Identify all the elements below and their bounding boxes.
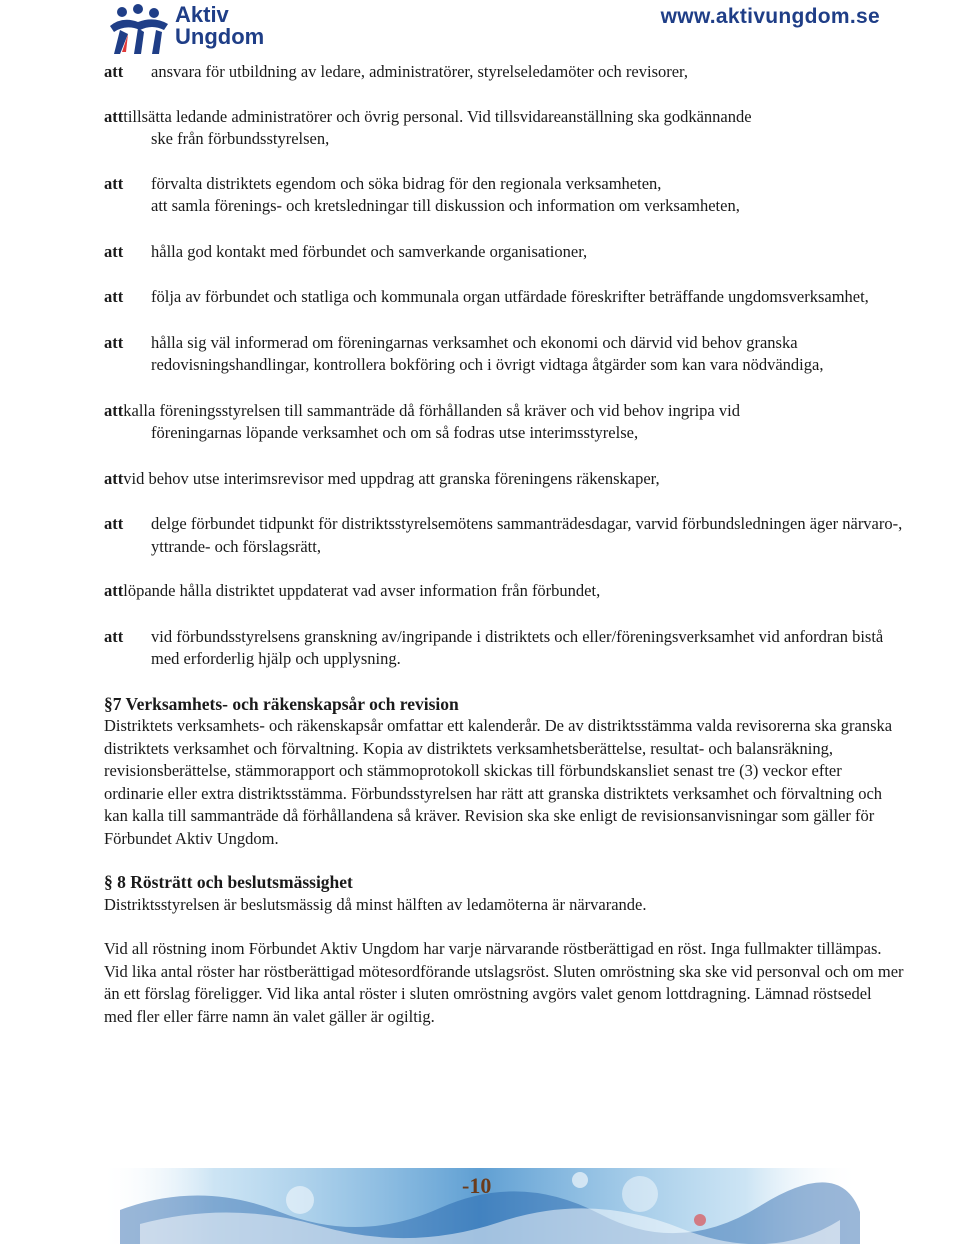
page-header <box>0 0 960 60</box>
item-text: följa av förbundet och statliga och kommunala organ utfärdade föreskrifter beträffande ungdomsverksamhet, <box>151 287 869 306</box>
item-text: vid förbundsstyrelsens granskning av/ingripande i distriktets och eller/föreningsverksamhet vid anfordran bistå med erforderlig hjälp och upplysning. <box>151 626 884 668</box>
list-item <box>104 286 904 309</box>
item-label: att <box>104 106 124 126</box>
logo-figures-icon <box>108 4 170 56</box>
page-number: -10 <box>462 1173 492 1198</box>
section-8 <box>104 871 904 1028</box>
item-label: att <box>104 62 124 81</box>
item-text-continued: ske från förbundsstyrelsen, <box>151 129 330 148</box>
item-text: tillsätta ledande administratörer och övrig personal. Vid tillsvidareanställning ska godkännande <box>123 106 752 126</box>
item-text: ansvara för utbildning av ledare, administratörer, styrelseledamöter och revisorer, <box>151 62 689 81</box>
item-label: att <box>104 173 124 193</box>
site-url[interactable]: www.aktivungdom.se <box>660 5 880 28</box>
section-paragraph: Distriktsstyrelsen är beslutsmässig då minst hälften av ledamöterna är närvarande. <box>104 894 647 914</box>
item-text: förvalta distriktets egendom och söka bidrag för den regionala verksamheten, <box>151 173 662 193</box>
section-7 <box>104 693 904 851</box>
item-text: delge förbundet tidpunkt för distriktsstyrelsemötens sammanträdesdagar, varvid förbundsledningen äger närvaro-, yttrande- och förslagsrätt, <box>151 514 903 556</box>
item-text-continued: föreningarnas löpande verksamhet och om så fodras utse interimsstyrelse, <box>151 423 639 442</box>
item-text: hålla sig väl informerad om föreningarnas verksamhet och ekonomi och därvid vid behov granska redovisningshandlingar, kontrollera bokföring och i övrigt vidtaga åtgärder som kan vara nödvändiga, <box>151 332 824 374</box>
list-item <box>104 173 904 218</box>
list-item <box>104 468 904 491</box>
list-item <box>104 400 904 445</box>
list-item <box>104 513 904 558</box>
item-label: att <box>104 400 124 420</box>
logo-wordmark <box>175 4 264 48</box>
item-label: att <box>104 468 124 488</box>
aktiv-ungdom-logo <box>108 4 268 56</box>
section-heading: § 8 Rösträtt och beslutsmässighet <box>104 872 353 892</box>
section-paragraph: Vid all röstning inom Förbundet Aktiv Ungdom har varje närvarande röstberättigad en röst. Inga fullmakter tillämpas. Vid lika antal röster har röstberättigad mötesordförande utslagsröst. Sluten omröstning ska ske vid personval och om mer än ett förslag föreligger. Vid lika antal röster i sluten omröstning avgörs valet genom lottdragning. Lämnad röstsedel med fler eller färre namn än valet gäller är ogiltig. <box>104 939 904 1026</box>
list-item <box>104 580 904 603</box>
section-paragraph: Distriktets verksamhets- och räkenskapsår omfattar ett kalenderår. De av distriktsstämma valda revisorerna ska granska distriktets verksamhet och förvaltning. Kopia av distriktets verksamhetsberättelse, resultat- och balansräkning, revisionsberättelse, stämmorapport och stämmoprotokoll skickas till förbundskansliet senast tre (3) veckor efter ordinarie eller extra distriktsstämma. Förbundsstyrelsen har rätt att granska distriktets verksamhet och förvaltning och kan kalla till sammanträde då förhållandena så kräver. Revision ska ske enligt de revisionsanvisningar som gäller för Förbundet Aktiv Ungdom. <box>104 716 893 848</box>
list-item <box>104 626 904 671</box>
item-text: kalla föreningsstyrelsen till sammanträde då förhållanden så kräver och vid behov ingripa vid <box>123 400 740 420</box>
item-label: att <box>104 287 124 306</box>
logo-line-1: Aktiv <box>175 2 229 27</box>
item-text: löpande hålla distriktet uppdaterat vad avser information från förbundet, <box>123 581 601 600</box>
item-label: att <box>104 626 124 646</box>
item-text: vid behov utse interimsrevisor med uppdrag att granska föreningens räkenskaper, <box>123 468 660 488</box>
item-label: att <box>104 241 124 261</box>
list-item <box>104 61 904 84</box>
list-item <box>104 332 904 377</box>
section-heading: §7 Verksamhets- och räkenskapsår och revision <box>104 693 459 714</box>
item-text: hålla god kontakt med förbundet och samverkande organisationer, <box>151 241 588 261</box>
logo-line-2: Ungdom <box>175 24 265 49</box>
item-text-2: att samla förenings- och kretsledningar till diskussion och information om verksamheten, <box>151 196 740 215</box>
item-label: att <box>104 332 124 352</box>
document-body <box>104 60 904 1028</box>
item-label: att <box>104 514 124 533</box>
list-item <box>104 106 904 151</box>
list-item <box>104 241 904 264</box>
item-label: att <box>104 581 124 600</box>
